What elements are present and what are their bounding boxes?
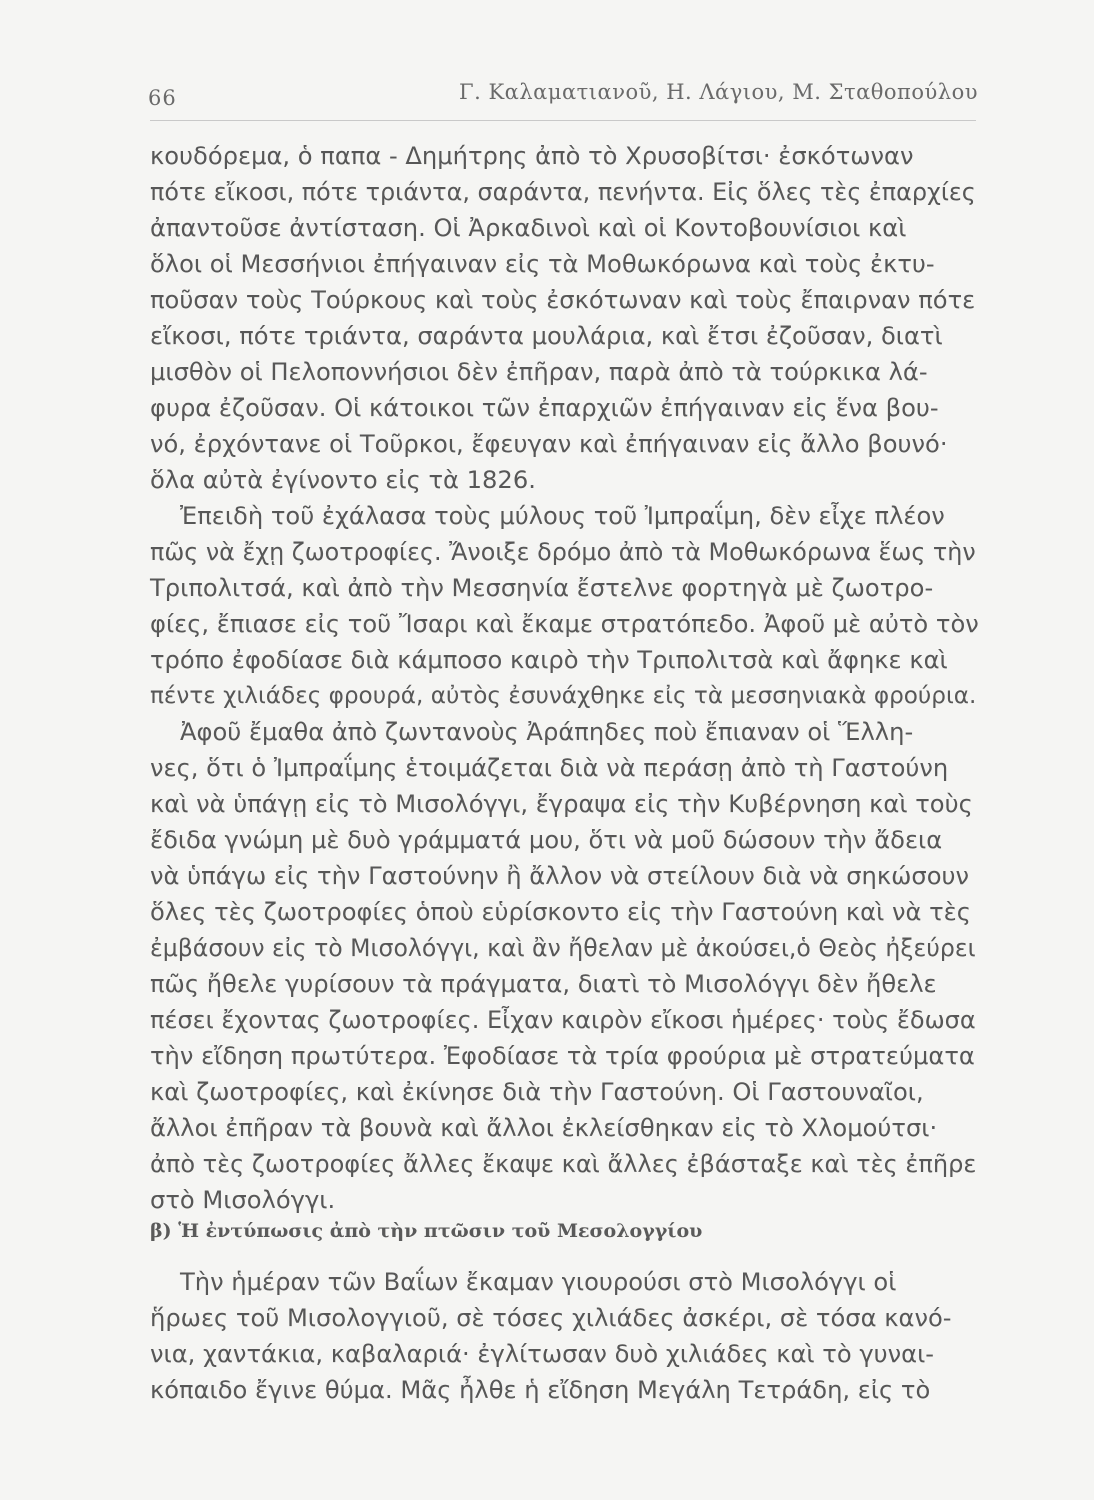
text-line: πῶς νὰ ἔχῃ ζωοτροφίες. Ἄνοιξε δρόμο ἀπὸ τὰ Μοθωκόρωνα ἕως τὴν	[150, 538, 976, 566]
text-line: μισθὸν οἱ Πελοποννήσιοι δὲν ἐπῆραν, παρὰ ἀπὸ τὰ τούρκικα λά-	[150, 358, 928, 386]
text-line: πότε εἴκοσι, πότε τριάντα, σαράντα, πενήντα. Εἰς ὅλες τὲς ἐπαρχίες	[150, 178, 976, 206]
text-line: τρόπο ἐφοδίασε διὰ κάμποσο καιρὸ τὴν Τριπολιτσὰ καὶ ἄφηκε καὶ	[150, 646, 948, 674]
text-line: ἄλλοι ἐπῆραν τὰ βουνὰ καὶ ἄλλοι ἐκλείσθηκαν εἰς τὸ Χλομούτσι·	[150, 1114, 938, 1142]
running-head: Γ. Καλαματιανοῦ, Η. Λάγιου, Μ. Σταθοπούλου	[459, 80, 978, 104]
text-line: στὸ Μισολόγγι.	[150, 1186, 336, 1214]
page-number: 66	[148, 86, 177, 110]
text-line: φίες, ἔπιασε εἰς τοῦ Ἴσαρι καὶ ἔκαμε στρατόπεδο. Ἀφοῦ μὲ αὐτὸ τὸν	[150, 610, 979, 638]
text-line: νό, ἐρχόντανε οἱ Τοῦρκοι, ἔφευγαν καὶ ἐπήγαιναν εἰς ἄλλο βουνό·	[150, 430, 948, 458]
text-line: νια, χαντάκια, καβαλαριά· ἐγλίτωσαν δυὸ χιλιάδες καὶ τὸ γυναι-	[150, 1340, 935, 1368]
text-line: ποῦσαν τοὺς Τούρκους καὶ τοὺς ἐσκότωναν καὶ τοὺς ἔπαιρναν πότε	[150, 286, 976, 314]
text-line: ἥρωες τοῦ Μισολογγιοῦ, σὲ τόσες χιλιάδες ἀσκέρι, σὲ τόσα κανό-	[150, 1304, 952, 1332]
section-text	[150, 1264, 980, 1408]
text-line: Ἐπειδὴ τοῦ ἐχάλασα τοὺς μύλους τοῦ Ἰμπραΐμη, δὲν εἶχε πλέον	[180, 502, 945, 530]
text-line: φυρα ἐζοῦσαν. Οἱ κάτοικοι τῶν ἐπαρχιῶν ἐπήγαιναν εἰς ἕνα βου-	[150, 394, 939, 422]
text-line: Ἀφοῦ ἔμαθα ἀπὸ ζωντανοὺς Ἀράπηδες ποὺ ἔπιαναν οἱ Ἕλλη-	[180, 718, 914, 746]
text-line: Τριπολιτσά, καὶ ἀπὸ τὴν Μεσσηνία ἔστελνε φορτηγὰ μὲ ζωοτρο-	[150, 574, 934, 602]
text-line: πέσει ἔχοντας ζωοτροφίες. Εἶχαν καιρὸν εἴκοσι ἡμέρες· τοὺς ἔδωσα	[150, 1006, 976, 1034]
main-text	[150, 138, 980, 1218]
text-line: καὶ ζωοτροφίες, καὶ ἐκίνησε διὰ τὴν Γαστούνη. Οἱ Γαστουναῖοι,	[150, 1078, 924, 1106]
text-line: ἐμβάσουν εἰς τὸ Μισολόγγι, καὶ ἂν ἤθελαν μὲ ἀκούσει,ὁ Θεὸς ἠξεύρει	[150, 934, 976, 962]
text-line: ὅλες τὲς ζωοτροφίες ὁποὺ εὑρίσκοντο εἰς τὴν Γαστούνη καὶ νὰ τὲς	[150, 898, 971, 926]
section-heading: β) Ἡ ἐντύπωσις ἀπὸ τὴν πτῶσιν τοῦ Μεσολογγίου	[150, 1220, 703, 1242]
text-line: εἴκοσι, πότε τριάντα, σαράντα μουλάρια, καὶ ἔτσι ἐζοῦσαν, διατὶ	[150, 322, 943, 350]
text-line: καὶ νὰ ὑπάγῃ εἰς τὸ Μισολόγγι, ἔγραψα εἰς τὴν Κυβέρνηση καὶ τοὺς	[150, 790, 973, 818]
text-line: νὰ ὑπάγω εἰς τὴν Γαστούνην ἢ ἄλλον νὰ στείλουν διὰ νὰ σηκώσουν	[150, 862, 970, 890]
text-line: νες, ὅτι ὁ Ἰμπραΐμης ἑτοιμάζεται διὰ νὰ περάσῃ ἀπὸ τὴ Γαστούνη	[150, 754, 949, 782]
text-line: κόπαιδο ἔγινε θύμα. Μᾶς ἦλθε ἡ εἴδηση Μεγάλη Τετράδη, εἰς τὸ	[150, 1376, 931, 1404]
text-line: Τὴν ἡμέραν τῶν Βαΐων ἔκαμαν γιουρούσι στὸ Μισολόγγι οἱ	[180, 1268, 897, 1296]
text-line: πῶς ἤθελε γυρίσουν τὰ πράγματα, διατὶ τὸ Μισολόγγι δὲν ἤθελε	[150, 970, 937, 998]
header-rule	[150, 120, 976, 121]
text-line: ἀπαντοῦσε ἀντίσταση. Οἱ Ἀρκαδινοὶ καὶ οἱ Κοντοβουνίσιοι καὶ	[150, 214, 907, 242]
text-line: τὴν εἴδηση πρωτύτερα. Ἐφοδίασε τὰ τρία φρούρια μὲ στρατεύματα	[150, 1042, 975, 1070]
text-line: ἀπὸ τὲς ζωοτροφίες ἄλλες ἔκαψε καὶ ἄλλες ἐβάσταξε καὶ τὲς ἐπῆρε	[150, 1150, 977, 1178]
text-line: ἔδιδα γνώμη μὲ δυὸ γράμματά μου, ὅτι νὰ μοῦ δώσουν τὴν ἄδεια	[150, 826, 943, 854]
text-line: ὅλοι οἱ Μεσσήνιοι ἐπήγαιναν εἰς τὰ Μοθωκόρωνα καὶ τοὺς ἐκτυ-	[150, 250, 935, 278]
page-header	[148, 80, 978, 116]
text-line: πέντε χιλιάδες φρουρά, αὐτὸς ἐσυνάχθηκε εἰς τὰ μεσσηνιακὰ φρούρια.	[150, 683, 977, 709]
text-line: κουδόρεμα, ὁ παπα - Δημήτρης ἀπὸ τὸ Χρυσοβίτσι· ἐσκότωναν	[150, 142, 914, 170]
text-line: ὅλα αὐτὰ ἐγίνοντο εἰς τὰ 1826.	[150, 466, 536, 494]
